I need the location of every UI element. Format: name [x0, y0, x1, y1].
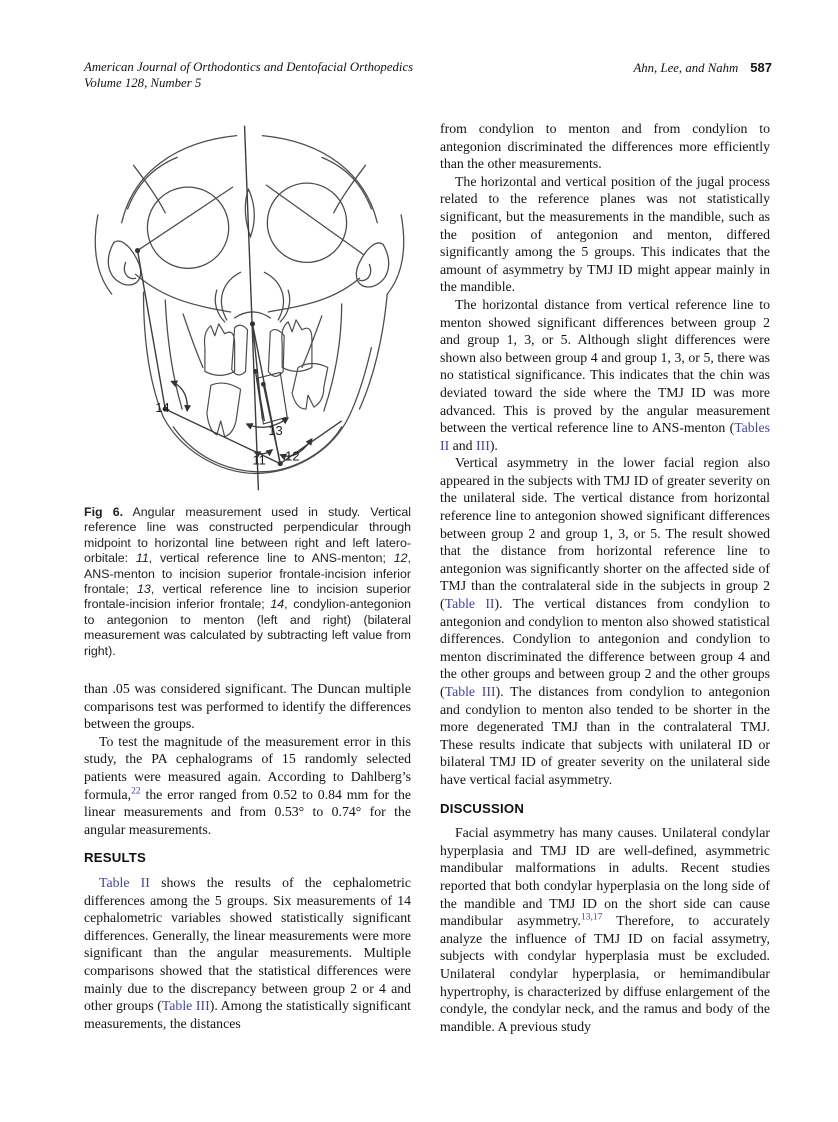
- right-column: [440, 120, 770, 1035]
- cephalogram-tracing-svg: [86, 122, 413, 494]
- teeth-tracings: [205, 320, 328, 437]
- text-segment: , vertical reference line to incision superior frontale-incision inferior frontale;: [84, 582, 411, 612]
- results-heading: RESULTS: [84, 850, 146, 866]
- text-segment: shows the results of the cephalometric differences among the 5 groups. Six measurements of 14 cephalometric variables showed statistically significant differences. Generally, the linear measurements were more significant than the angular measurements. Multiple comparisons showed that the statistical differences were mainly due to the discrepancy between group 2 or 4 and other groups (: [84, 875, 411, 1014]
- text-segment: , vertical reference line to ANS-menton;: [148, 551, 394, 566]
- text-segment: 13: [137, 582, 151, 597]
- text-segment: The horizontal distance from vertical reference line to menton showed significant differences between group 2 and group 1, 3, or 5. Although slight differences were shown also between group 4 and group 1, 3, or 5, there was no statistical significance. This indicates that the chin was deviated toward the side where the TMJ ID was more advanced. This is proved by the angular measurement between the vertical reference line to ANS-menton (: [440, 296, 770, 436]
- journal-name: American Journal of Orthodontics and Dentofacial Orthopedics: [84, 60, 414, 74]
- text-segment: 12: [393, 551, 408, 566]
- text-segment: ).: [489, 437, 498, 453]
- figure-label-12: 12: [285, 448, 300, 464]
- journal-volume-line: Volume 128, Number 5: [84, 75, 202, 90]
- vertical-reference-line: [245, 126, 259, 491]
- authors: Ahn, Lee, and Nahm: [633, 61, 739, 75]
- paragraph: [440, 120, 770, 173]
- paragraph: [440, 173, 770, 296]
- table-citation-link[interactable]: Tables II: [440, 420, 770, 453]
- text-segment: 11: [135, 551, 149, 566]
- figure-label-11: 11: [252, 452, 266, 468]
- table-citation-link[interactable]: Table III: [161, 998, 210, 1014]
- text-segment: ). The vertical distances from condylion to antegonion and condylion to menton also showed statistical differences. Condylion to antegonion and condylion to menton discriminated the difference between group 4 and the other groups and between group 2 and the other groups (: [440, 596, 770, 699]
- text-segment: To test the magnitude of the measurement error in this study, the PA cephalograms of 15 randomly selected patients were measured again. According to Dahlberg’s formula,: [84, 733, 411, 802]
- table-citation-link[interactable]: Table II: [99, 875, 150, 890]
- text-segment: ). Among the statistically significant measurements, the distances: [84, 998, 411, 1031]
- discussion-heading: DISCUSSION: [440, 800, 525, 816]
- header-right: [633, 60, 772, 77]
- paragraph: [84, 680, 411, 733]
- journal-identifier: [84, 60, 413, 91]
- text-segment: , ANS-menton to incision superior frontale-incision inferior frontale;: [84, 551, 411, 597]
- page-number: 587: [750, 60, 772, 75]
- text-segment: and: [449, 437, 477, 453]
- paragraph: [84, 733, 411, 839]
- running-head: [84, 60, 772, 91]
- reference-citation-superscript[interactable]: 13,17: [580, 912, 603, 923]
- figure-6: [84, 122, 411, 659]
- text-segment: the error ranged from 0.52 to 0.84 mm for the linear measurements and from 0.53° to 0.74° for the angular measurements.: [84, 786, 411, 837]
- reference-citation-superscript[interactable]: 22: [131, 786, 141, 797]
- table-citation-link[interactable]: Table II: [444, 596, 495, 612]
- figure-label-13: 13: [268, 422, 283, 438]
- paragraph: [440, 824, 770, 1035]
- text-segment: Vertical asymmetry in the lower facial region also appeared in the subjects with TMJ ID of greater severity on the unilateral side. The vertical distance from horizontal reference line to antegonion showed significant differences between group 2 and group 1, 3, or 5. The result showed that the distance from horizontal reference line to antegonion was significantly shorter on the affected side of TMJ than the contralateral side in the subjects in group 2 (: [440, 455, 770, 612]
- figure-6-caption: [84, 505, 411, 659]
- paragraph: [440, 296, 770, 454]
- text-segment: Angular measurement used in study. Vertical reference line was constructed perpendicular through midpoint to horizontal line between right and left latero-orbitale:: [84, 505, 411, 566]
- text-segment: 14: [270, 597, 285, 612]
- landmark-dots: [135, 248, 283, 466]
- text-segment: The horizontal and vertical position of the jugal process related to the reference planes was not statistically significant, but the measurements in the mandible, such as the position of antegonion and menton, differed significantly among the 5 groups. This indicates that the amount of asymmetry by TMJ ID might appear mainly in the mandible.: [440, 173, 770, 295]
- paragraph: [84, 874, 411, 1032]
- figure-label-14: 14: [155, 400, 170, 416]
- text-segment: , condylion-antegonion to antegonion to menton (left and right) (bilateral measurement was calculated by subtracting left value from right).: [84, 597, 412, 658]
- text-segment: Therefore, to accurately analyze the influence of TMJ ID on facial assymetry, subjects with condylar hyperplasia must be excluded. Unilateral condylar hyperplasia, or hemimandibular hypertrophy, is characterized by diffuse enlargement of the condyle, the condylar neck, and the ramus and body of the mandible. A previous study: [440, 913, 771, 1034]
- text-segment: Fig 6.: [84, 505, 124, 519]
- skull-outline: [95, 136, 403, 474]
- paragraph: [440, 454, 770, 788]
- left-column: [84, 120, 411, 1032]
- text-segment: ). The distances from condylion to antegonion and condylion to menton also tended to be shorter in the more degenerated TMJ than in the contralateral TMJ. These results indicate that subjects with unilateral ID or bilateral TMJ ID of greater severity on the unilateral side have vertical facial asymmetry.: [440, 684, 770, 787]
- text-segment: Facial asymmetry has many causes. Unilateral condylar hyperplasia and TMJ ID are well-defined, asymmetric mandibular malformations in adults. Recent studies reported that both condylar hyperplasia on the long side of the mandible and TMJ ID on the short side can cause mandibular asymmetry.: [440, 825, 770, 929]
- text-segment: from condylion to menton and from condylion to antegonion discriminated the differences more efficiently than the other measurements.: [440, 121, 770, 172]
- table-citation-link[interactable]: Table III: [444, 684, 496, 699]
- table-citation-link[interactable]: III: [476, 437, 490, 453]
- text-segment: than .05 was considered significant. The Duncan multiple comparisons test was performed to identify the differences between the groups.: [84, 681, 411, 732]
